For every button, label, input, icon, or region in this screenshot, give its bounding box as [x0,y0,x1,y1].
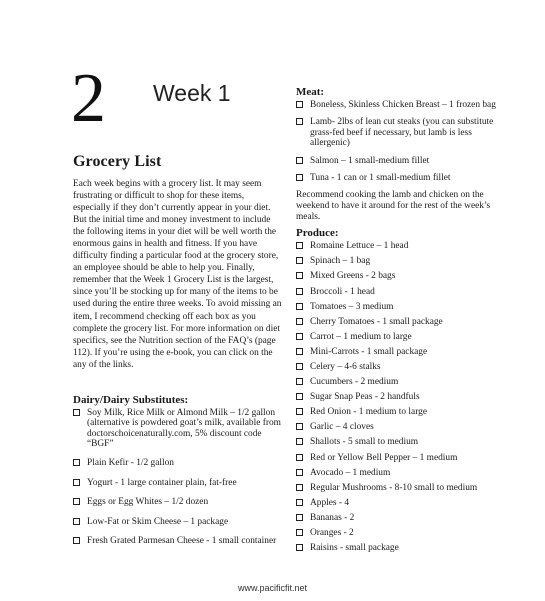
dairy-heading: Dairy/Dairy Substitutes: [73,393,189,406]
item-label: Regular Mushrooms - 8-10 small to medium [310,482,478,493]
list-item[interactable] [296,407,506,417]
item-label: Apples - 4 [310,497,350,508]
item-label: Raisins - small package [310,543,399,554]
item-label: Celery – 4-6 stalks [310,361,381,372]
checkbox-icon[interactable] [73,518,80,525]
checkbox-icon[interactable] [296,469,303,476]
list-item[interactable] [296,362,506,372]
item-label: Low-Fat or Skim Cheese – 1 package [87,516,229,527]
list-item[interactable] [73,517,283,527]
intro-paragraph: Each week begins with a grocery list. It may seem frustrating or difficult to shop for these items, especially if they don’t currently appear in your diet. But the initial time and money investment to include the following items in your diet will be well worth the enormous gains in health and fitness. If you have difficulty finding a particular food at the grocery store, an employee should be able to help you. Finally, remember that the Week 1 Grocery List is the largest, since you’ll be stocking up for many of the items to be used during the entire three weeks. To avoid missing an item, I recommend checking off each box as you complete the grocery list. For more information on diet specifics, see the Nutrition section of the FAQ’s (page 112). If you’re using the e-book, you can click on the any of the links. [73,179,282,370]
item-label: Lamb- 2lbs of lean cut steaks (you can substitute grass-fed beef if necessary, but lamb is less allergenic) [310,117,494,149]
list-item[interactable] [73,478,283,488]
checkbox-icon[interactable] [296,318,303,325]
checkbox-icon[interactable] [73,479,80,486]
item-label: Bananas - 2 [310,512,355,523]
item-label: Red or Yellow Bell Pepper – 1 medium [310,452,458,463]
list-item[interactable] [73,497,283,507]
item-label: Soy Milk, Rice Milk or Almond Milk – 1/2 gallon (alternative is powdered goat’s milk, available from doctorschoicenaturally.com, 5% discount code “BGF” [87,407,281,449]
item-label: Avocado – 1 medium [310,467,391,478]
item-label: Shallots - 5 small to medium [310,437,419,448]
item-label: Mini-Carrots - 1 small package [310,346,428,357]
checkbox-icon[interactable] [296,174,303,181]
item-label: Tuna - 1 can or 1 small-medium fillet [310,173,451,184]
list-item[interactable] [296,100,506,110]
list-item[interactable] [296,543,506,553]
item-label: Sugar Snap Peas - 2 handfuls [310,392,420,403]
item-label: Carrot – 1 medium to large [310,331,412,342]
list-item[interactable] [296,392,506,402]
item-label: Broccoli - 1 head [310,286,375,297]
item-label: Romaine Lettuce – 1 head [310,241,409,252]
checkbox-icon[interactable] [296,438,303,445]
list-item[interactable] [296,437,506,447]
checkbox-icon[interactable] [73,409,80,416]
checkbox-icon[interactable] [296,499,303,506]
item-label: Boneless, Skinless Chicken Breast – 1 frozen bag [310,100,496,110]
checkbox-icon[interactable] [296,393,303,400]
checkbox-icon[interactable] [296,378,303,385]
list-item[interactable] [296,528,506,538]
item-label: Tomatoes – 3 medium [310,301,394,312]
list-item[interactable] [296,173,506,183]
list-item[interactable] [296,271,506,281]
item-label: Eggs or Egg Whites – 1/2 dozen [87,497,209,508]
checkbox-icon[interactable] [296,257,303,264]
produce-heading: Produce: [296,227,339,240]
checkbox-icon[interactable] [73,498,80,505]
list-item[interactable] [296,377,506,387]
list-item[interactable] [296,156,506,166]
checkbox-icon[interactable] [296,272,303,279]
checkbox-icon[interactable] [296,484,303,491]
list-item[interactable] [296,287,506,297]
right-column [296,86,506,558]
checkbox-icon[interactable] [73,537,80,544]
left-column [73,153,283,555]
list-item[interactable] [296,347,506,357]
checkbox-icon[interactable] [296,363,303,370]
dairy-list [73,408,283,547]
list-item[interactable] [73,408,283,450]
checkbox-icon[interactable] [296,303,303,310]
item-label: Cucumbers - 2 medium [310,377,399,388]
checkbox-icon[interactable] [73,459,80,466]
item-label: Cherry Tomatoes - 1 small package [310,316,443,327]
checkbox-icon[interactable] [296,514,303,521]
list-item[interactable] [296,498,506,508]
list-item[interactable] [73,536,283,546]
footer-url[interactable]: www.pacificfit.net [237,583,308,593]
list-item[interactable] [296,117,506,148]
list-item[interactable] [296,317,506,327]
list-item[interactable] [296,332,506,342]
item-label: Spinach – 1 bag [310,256,371,267]
list-item[interactable] [73,458,283,468]
list-item[interactable] [296,422,506,432]
checkbox-icon[interactable] [296,333,303,340]
week-label: Week 1 [153,80,231,106]
dairy-section [73,394,283,547]
checkbox-icon[interactable] [296,348,303,355]
produce-list [296,241,506,553]
list-item[interactable] [296,468,506,478]
list-item[interactable] [296,302,506,312]
item-label: Yogurt - 1 large container plain, fat-free [87,477,237,488]
meat-heading: Meat: [296,86,325,98]
item-label: Red Onion - 1 medium to large [310,407,427,418]
item-label: Garlic – 4 cloves [310,422,374,433]
checkbox-icon[interactable] [296,423,303,430]
checkbox-icon[interactable] [296,408,303,415]
checkbox-icon[interactable] [296,242,303,249]
checkbox-icon[interactable] [296,101,303,108]
meat-note: Recommend cooking the lamb and chicken on the weekend to have it around for the rest of the week’s meals. [296,190,491,222]
checkbox-icon[interactable] [296,118,303,125]
chapter-number: 2 [71,60,106,137]
checkbox-icon[interactable] [296,544,303,551]
checkbox-icon[interactable] [296,157,303,164]
checkbox-icon[interactable] [296,454,303,461]
list-item[interactable] [296,483,506,493]
meat-list [296,100,506,183]
list-item[interactable] [296,241,506,251]
item-label: Fresh Grated Parmesan Cheese - 1 small container [87,536,277,546]
checkbox-icon[interactable] [296,288,303,295]
item-label: Plain Kefir - 1/2 gallon [87,458,174,469]
item-label: Mixed Greens - 2 bags [310,271,396,282]
list-item[interactable] [296,453,506,463]
grocery-list-title: Grocery List [73,153,162,170]
item-label: Salmon – 1 small-medium fillet [310,155,430,166]
checkbox-icon[interactable] [296,529,303,536]
list-item[interactable] [296,513,506,523]
list-item[interactable] [296,256,506,266]
item-label: Oranges - 2 [310,528,354,538]
